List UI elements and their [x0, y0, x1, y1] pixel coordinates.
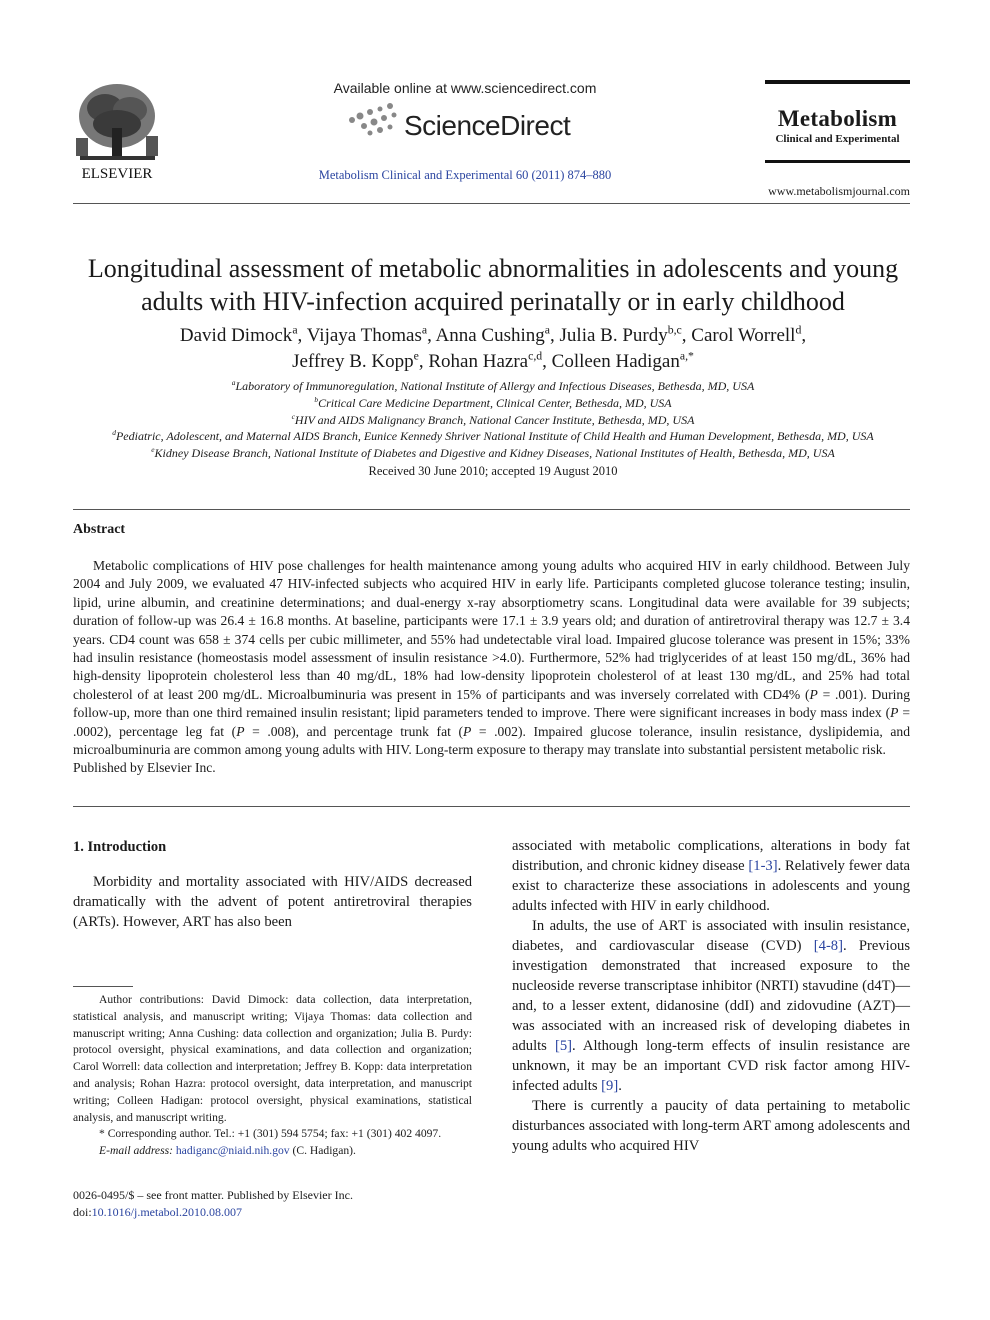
- issn-line: 0026-0495/$ – see front matter. Published by Elsevier Inc.: [73, 1188, 353, 1202]
- author: Rohan Hazra$^{c,d}$,: [428, 349, 552, 372]
- journal-title: Metabolism: [777, 106, 898, 131]
- page-footer: [73, 1187, 472, 1221]
- elsevier-tree-icon: [70, 78, 165, 182]
- author: Julia B. Purdy$^{b,c}$,: [559, 323, 692, 346]
- footnotes: [73, 992, 472, 1160]
- affiliation: $^b$Critical Care Medicine Department, Clinical Center, Bethesda, MD, USA: [314, 394, 672, 410]
- left-column: [73, 836, 472, 932]
- affiliation: $^d$Pediatric, Adolescent, and Maternal AIDS Branch, Eunice Kennedy Shriver National Institute of Child Health and Human Development, Bethesda, MD, USA: [112, 428, 874, 444]
- journal-rule-bottom: [765, 160, 910, 163]
- journal-url[interactable]: www.metabolismjournal.com: [768, 184, 910, 198]
- email-note: E-mail address: hadiganc@niaid.nih.gov (C. Hadigan).: [99, 1144, 356, 1158]
- citation-link[interactable]: [1-3]: [748, 858, 778, 874]
- abstract-body: [73, 557, 910, 778]
- author: David Dimock$^a$,: [179, 323, 307, 346]
- intro-paragraph: associated with metabolic complications, alterations in body fat distribution, and chronic kidney disease [1-3]. Relatively fewer data exist to characterize these associations in adolescents and young adults infected with HIV in early childhood.: [512, 838, 910, 914]
- elsevier-logo: [70, 78, 165, 182]
- sciencedirect-dots-icon: [346, 100, 406, 144]
- intro-paragraph: There is currently a paucity of data pertaining to metabolic disturbances associated with long-term ART among adolescents and young adults who acquired HIV: [512, 1098, 910, 1154]
- header-divider: [73, 203, 910, 204]
- intro-paragraph: Morbidity and mortality associated with HIV/AIDS decreased dramatically with the advent of potent antiretroviral therapies (ARTs). However, ART has also been: [73, 874, 472, 930]
- corresponding-author-note: * Corresponding author. Tel.: +1 (301) 594 5754; fax: +1 (301) 402 4097.: [99, 1127, 442, 1141]
- footnote-divider: [73, 986, 133, 987]
- abstract-top-divider: [73, 509, 910, 510]
- abstract-paragraph: Metabolic complications of HIV pose challenges for health maintenance among young adults who acquired HIV in early childhood. Between July 2004 and July 2009, we evaluated 47 HIV-infected subjects who acquired HIV in early life. Participants completed glucose tolerance testing; insulin, lipid, urine albumin, and creatinine determinations; and dual-energy x-ray absorptiometry scans. Longitudinal data were available for 39 subjects; duration of follow-up was 26.4 ± 16.8 months. At baseline, participants were 17.1 ± 3.9 years old; and duration of antiretroviral therapy was 12.7 ± 3.4 years. CD4 count was 658 ± 374 cells per cubic millimeter, and 55% had undetectable viral load. Impaired glucose tolerance was present in 15%; 33% had insulin resistance (homeostasis model assessment of insulin resistance >4.0). Furthermore, 52% had triglycerides of at least 150 mg/dL, 36% had high-density lipoprotein cholesterol less than 40 mg/dL, 18% had low-density lipoprotein cholesterol of at least 130 mg/dL, and 25% had total cholesterol of at least 200 mg/dL. Microalbuminuria was present in 15% of participants and was inversely correlated with CD4% (P = .001). During follow-up, more than one third remained insulin resistant; lipid parameters tended to improve. There were significant increases in body mass index (P = .0002), percentage leg fat (P = .008), and percentage trunk fat (P = .002). Impaired glucose tolerance, insulin resistance, dyslipidemia, and microalbuminuria are common among young adults with HIV. Long-term exposure to therapy may translate into substantial persistent metabolic risk.: [73, 558, 911, 758]
- doi-line: doi:10.1016/j.metabol.2010.08.007: [73, 1205, 242, 1219]
- author-list: [60, 323, 926, 375]
- author: Vijaya Thomas$^a$,: [306, 323, 436, 346]
- intro-paragraph: In adults, the use of ART is associated with insulin resistance, diabetes, and cardiovascular disease (CVD) [4-8]. Previous investigation demonstrated that increased exposure to the nucleoside reverse transcriptase inhibitor (NRTI) stavudine (d4T)—and, to a lesser extent, didanosine (ddI) and zidovudine (AZT)—was associated with an increased risk of developing diabetes in adults [5]. Although long-term effects of insulin resistance are unknown, it may be an important CVD risk factor among HIV-infected adults [9].: [512, 918, 910, 1094]
- received-dates: Received 30 June 2010; accepted 19 August 2010: [368, 464, 618, 478]
- abstract-heading: Abstract: [73, 522, 126, 537]
- affiliation: $^e$Kidney Disease Branch, National Institute of Diabetes and Digestive and Kidney Diseases, National Institutes of Health, Bethesda, MD, USA: [151, 445, 835, 461]
- sciencedirect-wordmark: ScienceDirect: [404, 110, 571, 141]
- doi-link[interactable]: 10.1016/j.metabol.2010.08.007: [91, 1205, 242, 1219]
- citation-link[interactable]: [4-8]: [813, 938, 843, 954]
- affiliation: $^a$Laboratory of Immunoregulation, National Institute of Allergy and Infectious Diseases, Bethesda, MD, USA: [231, 378, 755, 393]
- section-heading-introduction: 1. Introduction: [73, 839, 167, 855]
- abstract-bottom-divider: [73, 806, 910, 807]
- author: Jeffrey B. Kopp$^e$,: [292, 349, 429, 372]
- journal-rule-top: [765, 80, 910, 84]
- article-title: Longitudinal assessment of metabolic abnormalities in adolescents and young adults with HIV-infection acquired perinatally or in early childhood: [87, 254, 899, 316]
- citation-link[interactable]: [9]: [601, 1078, 619, 1094]
- journal-citation[interactable]: Metabolism Clinical and Experimental 60 (2011) 874–880: [318, 168, 612, 182]
- author: Carol Worrell$^d$,: [691, 323, 807, 346]
- available-online-text: Available online at www.sciencedirect.com: [333, 80, 597, 96]
- published-by: Published by Elsevier Inc.: [73, 760, 216, 776]
- author-contributions-note: Author contributions: David Dimock: data collection, data interpretation, statistical analysis, and manuscript writing; Vijaya Thomas: data collection and manuscript writing; Anna Cushing: data collection and organization; Julia B. Purdy: protocol oversight, physical examinations, and data collection and organization; Carol Worrell: data collection and interpretation; Jeffrey B. Kopp: data interpretation and analysis; Rohan Hazra: protocol oversight, data interpretation, and manuscript writing; Colleen Hadigan: protocol oversight, physical examinations, statistical analysis, and manuscript writing.: [73, 993, 472, 1124]
- right-column: [512, 836, 910, 1156]
- svg-text:ELSEVIER: ELSEVIER: [81, 166, 153, 182]
- affiliation: $^c$HIV and AIDS Malignancy Branch, National Cancer Institute, Bethesda, MD, USA: [291, 411, 695, 427]
- affiliation-list: [60, 378, 926, 462]
- author: Colleen Hadigan$^{a,*}$: [551, 349, 694, 372]
- citation-link[interactable]: [5]: [554, 1038, 572, 1054]
- author: Anna Cushing$^a$,: [435, 323, 560, 346]
- journal-subtitle: Clinical and Experimental: [775, 133, 900, 145]
- email-link[interactable]: hadiganc@niaid.nih.gov: [175, 1144, 290, 1158]
